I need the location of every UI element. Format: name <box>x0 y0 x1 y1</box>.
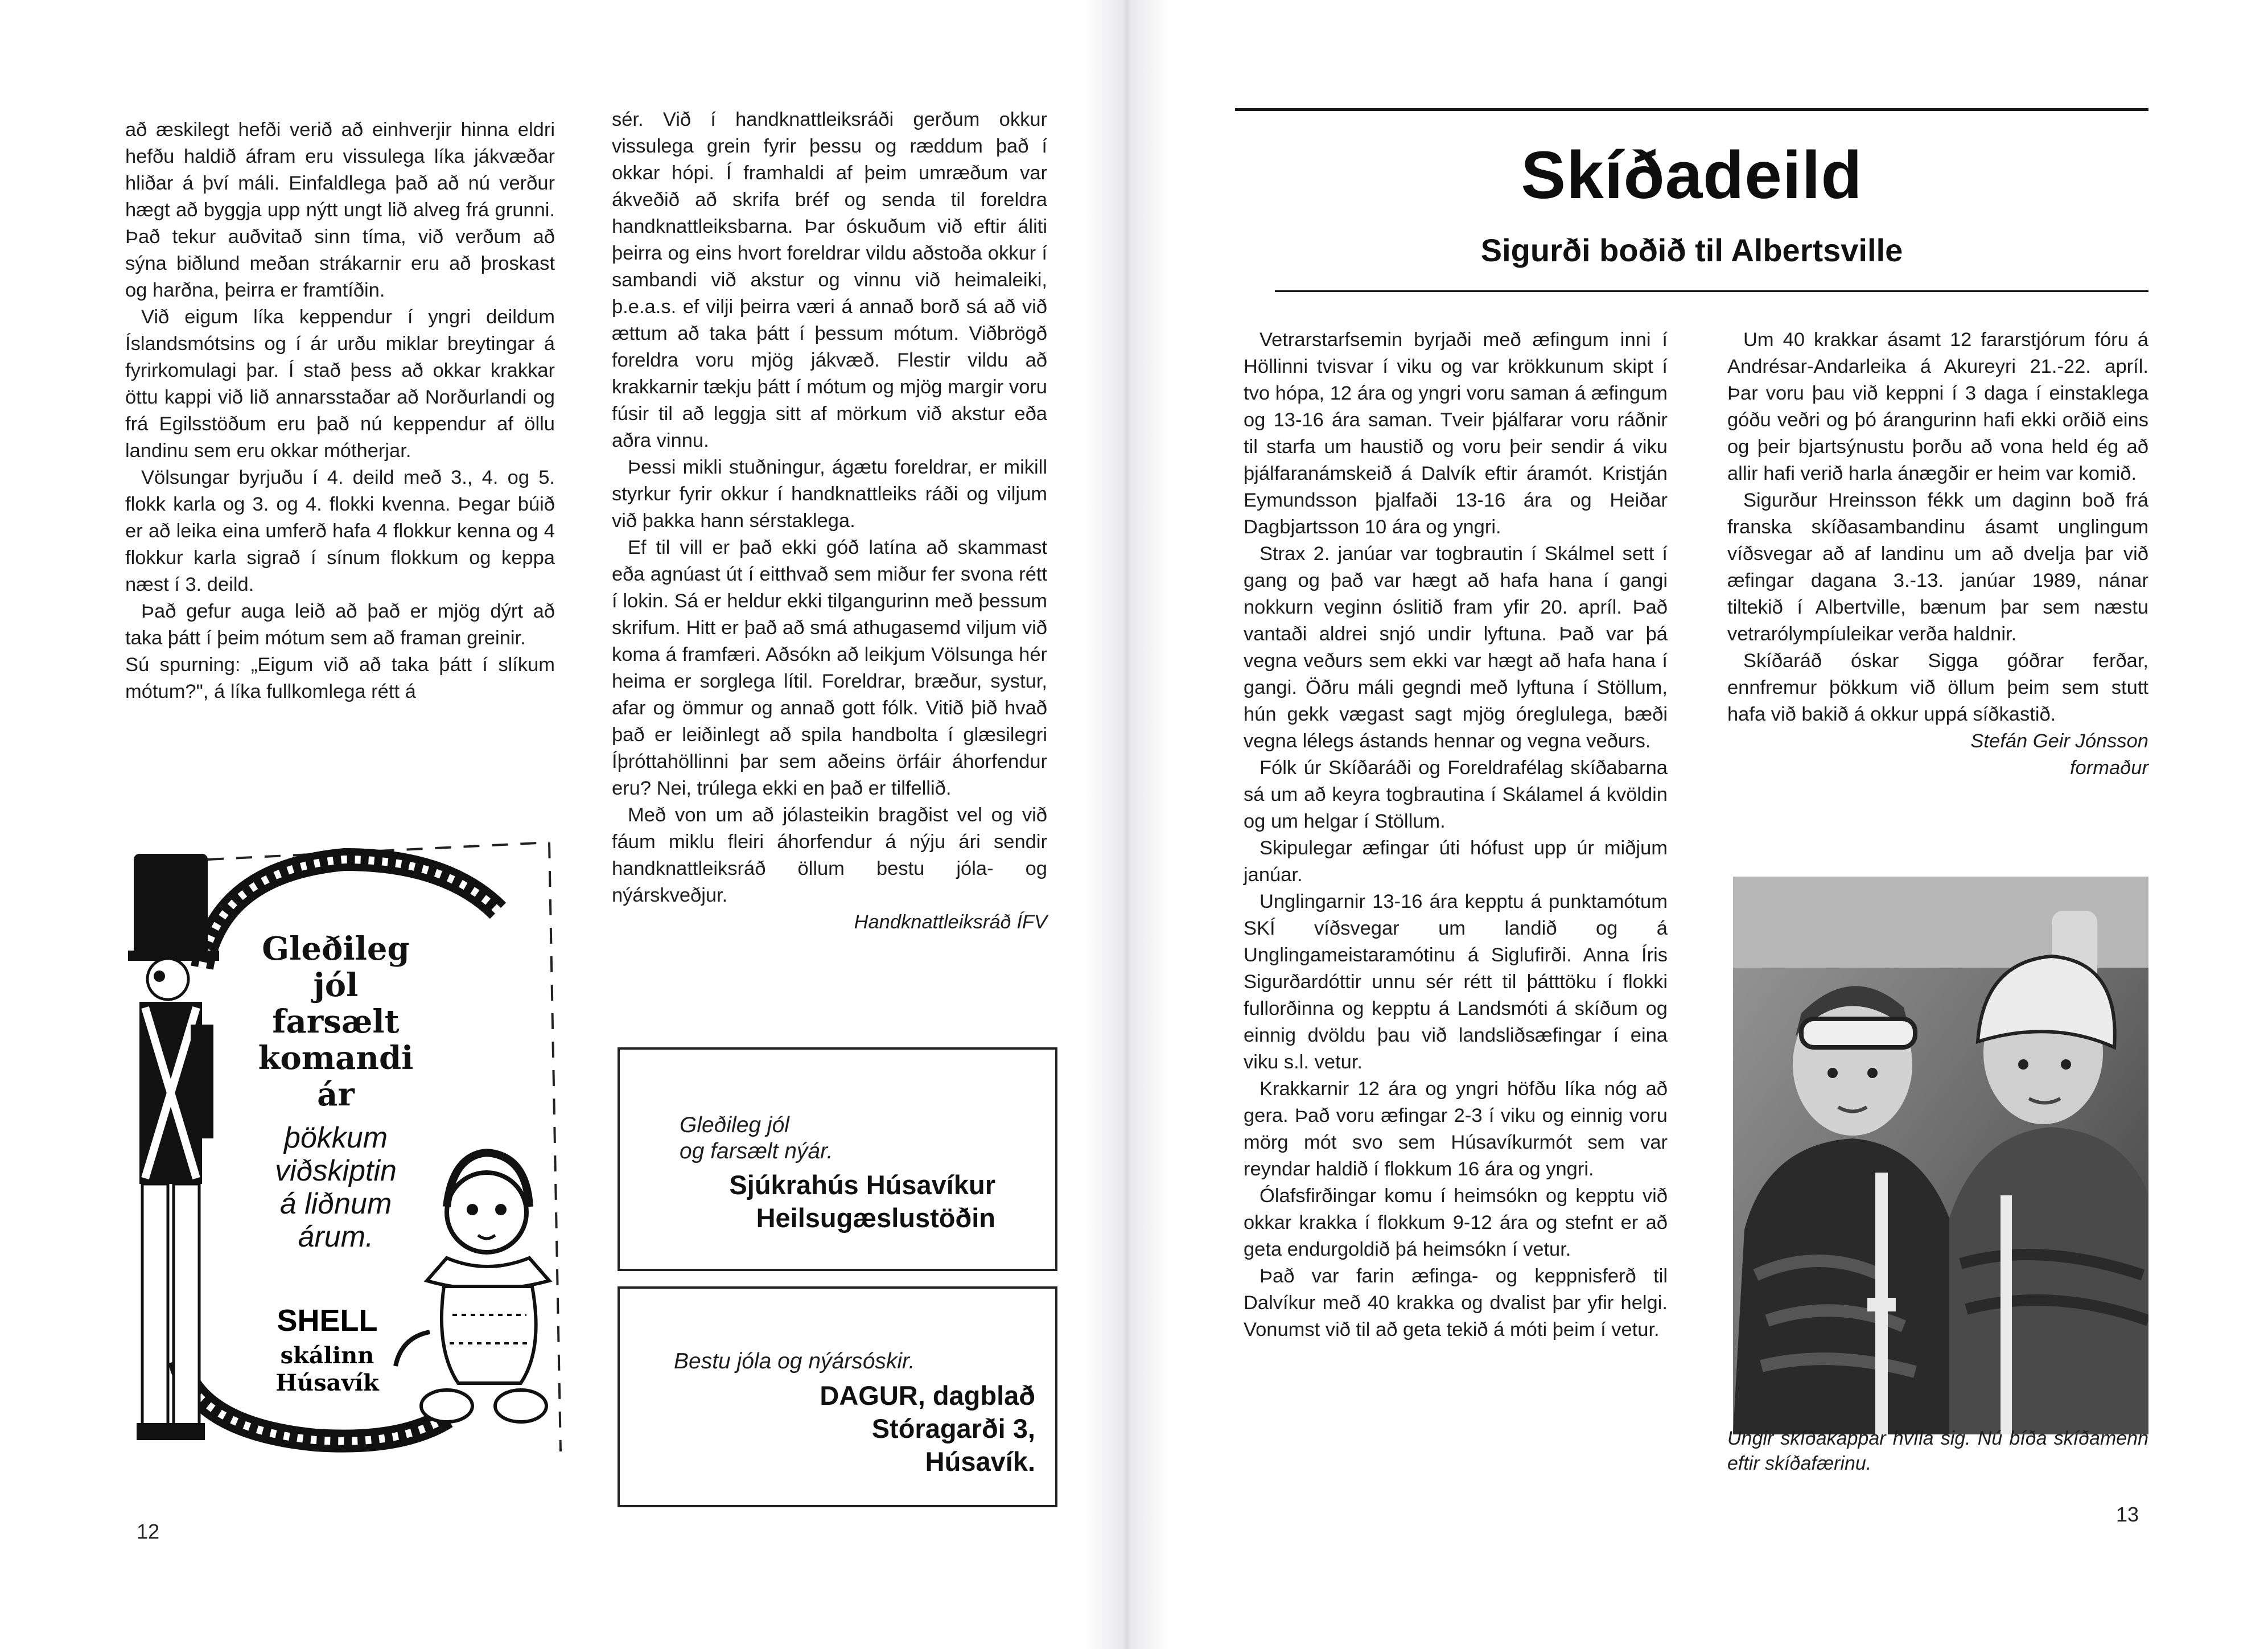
paragraph: Vetrarstarfsemin byrjaði með æfingum inni í Höllinni tvisvar í viku og var krökkunum skipt í tvo hópa, 12 ára og yngri voru saman á æfingum og 13-16 ára saman. Tveir þjálfarar voru ráðnir til starfa um haustið og voru þeir sendir á viku þjálfaranámskeið á Dalvík eftir áramót. Kristján Eymundsson þjalfaði 13-16 ára og Heiðar Dagbjartsson 10 ára og yngri. <box>1244 329 1668 538</box>
paragraph: Um 40 krakkar ásamt 12 fararstjórum fóru á Andrésar-Andarleika á Akureyri 21.-22. apríl. Þar voru þau við keppni í 3 daga í einstaklega góðu veðri og þó árangurinn hafi ekki orðið eins og þeir bjartsýnustu þorðu að vona held ég að allir hafi verið harla ánægðir er heim var komið. <box>1727 329 2148 484</box>
greeting-line: komandi <box>258 1039 414 1077</box>
ad-greeting: Bestu jóla og nýársóskir. <box>674 1349 915 1374</box>
paragraph: Sigurður Hreinsson fékk um daginn boð frá franska skíðasambandinu ásamt unglingum víðsvegar að af landinu um að dvelja þar við æfingar dagana 3.-13. janúar 1989, nánar tiltekið í Albertville, bænum þar sem næstu vetrarólympíuleikar verða haldnir. <box>1727 490 2148 645</box>
location-line: skálinn <box>280 1342 374 1369</box>
paragraph: Með von um að jólasteikin bragðist vel og við fáum miklu fleiri áhorfendur á nýju ári sendir handknattleiksráð öllum bestu jóla- og nýárskveðjur. <box>612 804 1047 906</box>
paragraph: Sú spurning: „Eigum við að taka þátt í slíkum mótum?", á líka fullkomlega rétt á <box>125 654 555 702</box>
greeting-line: jól <box>313 967 359 1004</box>
ad-greeting-line: og farsælt nýár. <box>680 1139 833 1163</box>
ad-name-line: Heilsugæslustöðin <box>756 1203 995 1233</box>
greeting-line: Gleðileg <box>262 930 410 968</box>
paragraph: Strax 2. janúar var togbrautin í Skálmel sett í gang og það var hægt að hafa hana í gangi nokkurn veginn óslitið fram yfir 20. apríl. Það vantaði aldrei snjó undir lyftuna. Það var þá vegna veðurs sem ekki var hægt að hafa hana í gangi. Öðru máli gegndi með lyftuna í Stöllum, hún gekk vægast sagt mjög óreglulega, bæði vegna lélegs ástands hennar og vegna veðurs. <box>1244 543 1668 752</box>
paragraph: Fólk úr Skíðaráði og Foreldrafélag skíðabarna sá um að keyra togbrautina í Skálamel á kvöldin og um helgar í Stöllum. <box>1244 757 1668 832</box>
paragraph: Þessi mikli stuðningur, ágætu foreldrar, er mikill styrkur fyrir okkur í handknattleiks ráði og viljum við þakka hann sérstaklega. <box>612 457 1047 532</box>
two-young-skiers-image <box>1733 877 2148 1434</box>
ad-name-line: Stóragarði 3, <box>871 1413 1035 1444</box>
headline-rule <box>1275 290 2148 292</box>
ad-greeting-line: Gleðileg jól <box>680 1113 789 1137</box>
ad-name-line: Sjúkrahús Húsavíkur <box>729 1170 995 1200</box>
photo-caption: Ungir skíðakappar hvíla sig. Nú bíða skíðamenn eftir skíðafærinu. <box>1727 1428 2148 1474</box>
paragraph: sér. Við í handknattleiksráði gerðum okkur vissulega grein fyrir þessu og ræddum það í okkar hópi. Í framhaldi af þeim umræðum var ákveðið að skrifa bréf og senda til foreldra handknattleiksbarna. Þar óskuðum við eftir áliti þeirra og eins hvort foreldrar vildu aðstoða okkur í sambandi við akstur og vinnu við heimaleiki, þ.e.a.s. ef vilji þeirra væri á annað borð sá að við ættum að taka þátt í þessum mótum. Viðbrögð foreldra voru mjög jákvæð. Flestir vildu að krakkarnir tækju þátt í mótum og mjög margir voru fúsir til að leggja sitt af mörkum við akstur eða aðra vinnu. <box>612 109 1047 451</box>
paragraph: Við eigum líka keppendur í yngri deildum Íslandsmótsins og í ár urðu miklar breytingar á fyrirkomulagi þar. Í stað þess að okkar krakkar öttu kappi við lið annarsstaðar að Norðurlandi og frá Egilsstöðum eru það nú keppendur af öllu landinu sem eru okkar mótherjar. <box>125 306 555 462</box>
ad-name-line: Húsavík. <box>925 1446 1035 1477</box>
thanks-line: þökkum <box>283 1121 388 1154</box>
greeting-line: farsælt <box>272 1003 400 1041</box>
paragraph: Unglingarnir 13-16 ára kepptu á punktamótum SKÍ víðsvegar um landið og á Unglingameistaramótinu á Siglufirði. Anna Íris Sigurðardóttir unnu sér rétt til þátttöku í flokki fullorðinna og kepptu á Landsmóti á skíðum og einnig dvöldu þau við landsliðsæfingar í eina viku s.l. vetur. <box>1244 891 1668 1073</box>
thanks-line: á liðnum <box>279 1187 392 1220</box>
thanks-line: árum. <box>298 1220 374 1253</box>
signature-name: Stefán Geir Jónsson <box>1970 730 2148 752</box>
top-rule <box>1235 108 2148 111</box>
paragraph: Ef til vill er það ekki góð latína að skammast eða agnúast út í eitthvað sem miður fer svona rétt í lokin. Sá er heldur ekki tilgangurinn með þessum skrifum. Hitt er það að smá athugasemd viljum við koma á framfæri. Aðsókn að leikjum Völsunga hér heima er sorglega lítil. Foreldrar, bræður, systur, afar og ömmur og annað gott fólk. Vitið þið hvað það er leiðinlegt að spila handbolta í glæsilegri Íþróttahöllinni þar sem aðeins örfáir áhorfendur eru? Nei, trúlega ekki en það er tilfellið. <box>612 537 1047 799</box>
paragraph: Krakkarnir 12 ára og yngri höfðu líka nóg að gera. Það voru æfingar 2-3 í viku og einnig voru mörg mót svo sem Húsavíkurmót sem var reyndar haldið í flokkum 16 ára og yngri. <box>1244 1078 1668 1180</box>
ad-name-line: DAGUR, dagblað <box>820 1380 1035 1411</box>
paragraph: Ólafsfirðingar komu í heimsókn og kepptu við okkar krakka í flokkum 9-12 ára og stefnt er að geta endurgoldið þá heimsókn í vetur. <box>1244 1185 1668 1260</box>
page-number: 12 <box>137 1520 160 1543</box>
section-headline: Skíðadeild <box>1521 138 1863 213</box>
greeting-line: ár <box>317 1076 355 1113</box>
paragraph: Skipulegar æfingar úti hófust upp úr miðjum janúar. <box>1244 837 1668 886</box>
article-signature: Handknattleiksráð ÍFV <box>854 911 1047 933</box>
skiers-photo <box>1733 877 2148 1434</box>
shell-brand: SHELL <box>277 1303 378 1338</box>
article-column-1 <box>1244 327 1668 1343</box>
paragraph: Völsungar byrjuðu í 4. deild með 3., 4. og 5. flokk karla og 3. og 4. flokki kvenna. Þegar búið er að leika eina umferð hafa 4 flokkur kenna og 4 flokkur karla sigrað í sínum flokkum og keppa næst í 3. deild. <box>125 467 555 595</box>
location-line: Húsavík <box>275 1370 379 1396</box>
page-number: 13 <box>2116 1503 2139 1526</box>
thanks-line: viðskiptin <box>275 1154 397 1187</box>
paragraph: Skíðaráð óskar Sigga góðrar ferðar, ennfremur þökkum við öllum þeim sem stutt hafa við bakið á okkur uppá síðkastið. <box>1727 650 2148 725</box>
paragraph: Það gefur auga leið að það er mjög dýrt að taka þátt í þeim mótum sem að framan greinir. <box>125 601 555 649</box>
signature-title: formaður <box>2069 757 2148 779</box>
article-column-2 <box>1727 327 2148 782</box>
paragraph: að æskilegt hefði verið að einhverjir hinna eldri hefðu haldið áfram eru vissulega líka jákvæðar hliðar á því máli. Einfaldlega það að nú verður hægt að byggja upp nýtt ungt lið alveg frá grunni. Það tekur auðvitað sinn tíma, við verðum að sýna biðlund meðan strákarnir eru að þroskast og harðna, þeirra er framtíðin. <box>125 119 555 301</box>
section-subheadline: Sigurði boðið til Albertsville <box>1480 232 1903 268</box>
paragraph: Það var farin æfinga- og keppnisferð til Dalvíkur með 40 krakka og dvalist þar yfir helgi. Vonumst við til að geta tekið á móti þeim í vetur. <box>1244 1265 1668 1340</box>
